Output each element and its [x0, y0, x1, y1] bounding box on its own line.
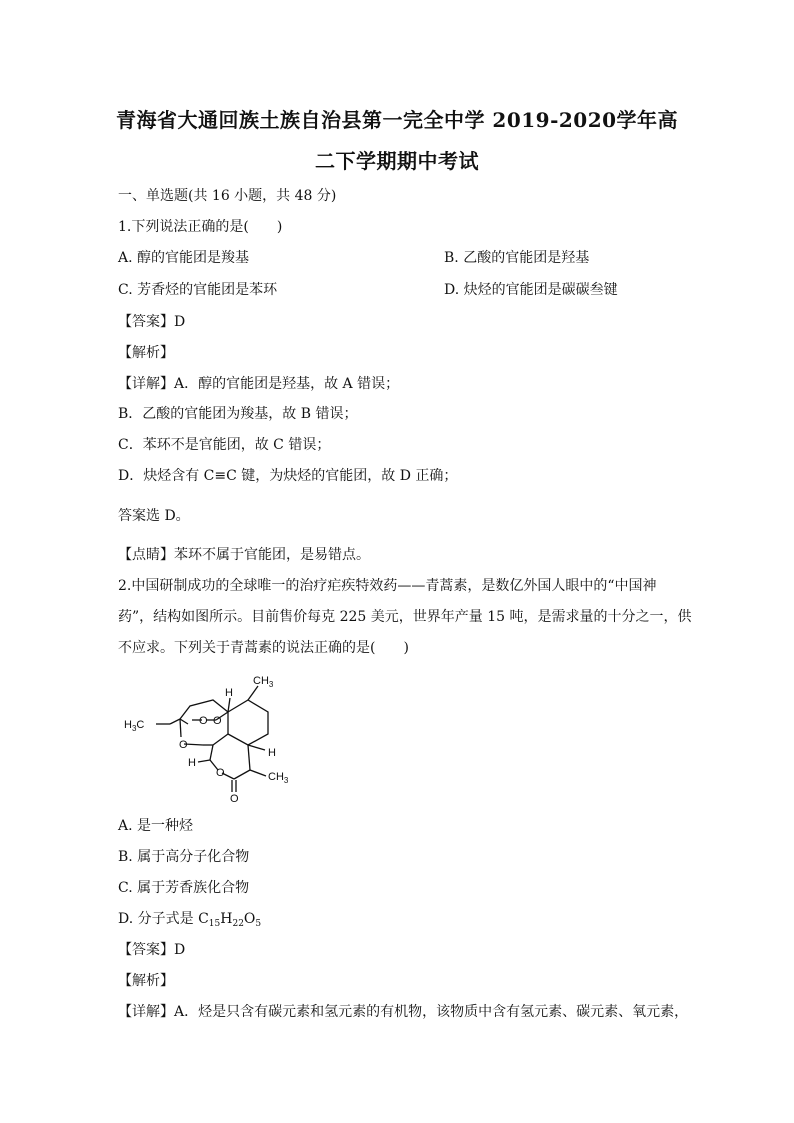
q1-option-b: B. 乙酸的官能团是羟基 [444, 250, 590, 266]
q1-option-d: D. 炔烃的官能团是碳碳叁键 [444, 282, 618, 298]
q2-option-c: C. 属于芳香族化合物 [118, 880, 250, 896]
q1-detail-c: C．苯环不是官能团，故 C 错误； [118, 437, 331, 453]
hydrogen-label-top: H [225, 687, 233, 699]
q1-detail-d: D．炔烃含有 C≡C 键，为炔烃的官能团，故 D 正确； [118, 468, 458, 484]
oxygen-label-carbonyl: O [230, 793, 239, 802]
q1-option-c: C. 芳香烃的官能团是苯环 [118, 282, 278, 298]
q2-analysis-label: 【解析】 [118, 973, 174, 989]
molecule-bonds [156, 686, 268, 792]
q2-option-b: B. 属于高分子化合物 [118, 849, 250, 865]
q2-option-a: A. 是一种烃 [118, 818, 194, 834]
q1-detail-a: 【详解】A．醇的官能团是羟基，故 A 错误； [118, 376, 400, 392]
document-title-line1: 青海省大通回族土族自治县第一完全中学 2019-2020学年高 [115, 108, 679, 132]
section-heading: 一、单选题(共 16 小题，共 48 分) [118, 188, 337, 204]
q2-stem-line2: 药”，结构如图所示。目前售价每克 225 美元，世界年产量 15 吨，是需求量的十分之一，供 [118, 609, 692, 625]
oxygen-label-peroxide-2: O [213, 715, 222, 727]
document-title-line2: 二下学期期中考试 [315, 149, 479, 173]
oxygen-label-lactone: O [216, 767, 225, 779]
q1-detail-b: B．乙酸的官能团为羧基，故 B 错误； [118, 406, 358, 422]
methyl-label-top: $CH_3$ [253, 675, 274, 689]
q1-option-a: A. 醇的官能团是羧基 [118, 250, 250, 266]
q2-stem-line3: 不应求。下列关于青蒿素的说法正确的是( ) [118, 640, 409, 656]
q1-conclusion: 答案选 D。 [118, 508, 190, 524]
hydrogen-label-left: H [188, 757, 196, 769]
q1-tip: 【点睛】苯环不属于官能团，是易错点。 [118, 547, 370, 563]
methyl-label-right: $CH_3$ [268, 771, 289, 785]
q2-answer: 【答案】D [118, 942, 186, 958]
oxygen-label-ring: O [179, 739, 188, 751]
q2-detail-a: 【详解】A．烃是只含有碳元素和氢元素的有机物，该物质中含有氢元素、碳元素、氧元素， [118, 1004, 689, 1020]
q2-stem-line1: 2.中国研制成功的全球唯一的治疗疟疾特效药——青蒿素，是数亿外国人眼中的“中国神 [118, 578, 657, 594]
q1-analysis-label: 【解析】 [118, 345, 174, 361]
oxygen-label-peroxide-1: O [199, 715, 208, 727]
methyl-label-left: $H_3C$ [124, 719, 145, 733]
artemisinin-structure-diagram [118, 672, 308, 802]
q1-stem: 1.下列说法正确的是( ) [118, 219, 283, 235]
q1-answer: 【答案】D [118, 314, 186, 330]
q2-option-d: D. 分子式是 $C_{15}H_{22}O_5$ [118, 911, 262, 929]
hydrogen-label-right: H [268, 747, 276, 759]
